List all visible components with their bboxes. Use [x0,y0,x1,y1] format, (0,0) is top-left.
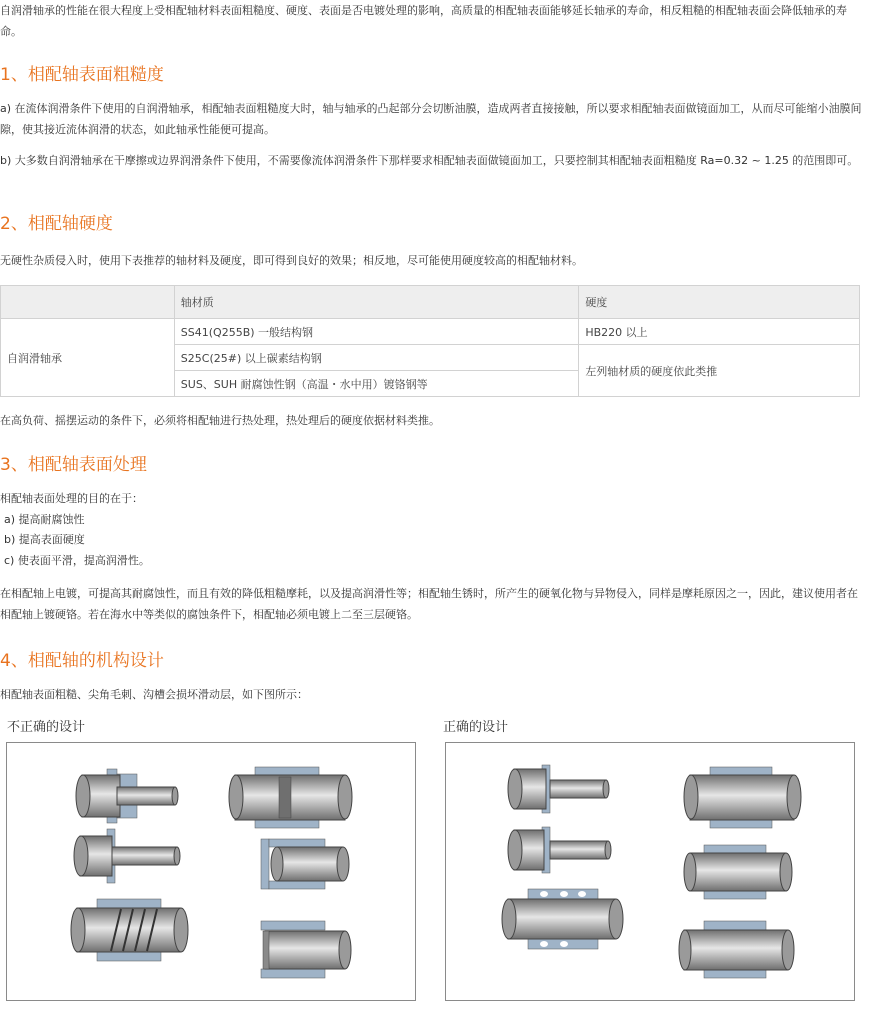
shaft-sharp-edge-diagram [261,921,351,978]
treatment-lead: 相配轴表面处理的目的在于： [0,492,143,505]
shaft-step-burr-diagram [74,829,180,883]
shaft-chamfer-diagram [261,839,349,889]
heading-surface-treatment: 3、相配轴表面处理 [0,455,147,475]
incorrect-design-figure [6,742,416,1001]
table-row [1,319,860,345]
shaft-smooth-diagram [684,767,801,828]
shaft-sharp-corner-diagram [76,769,178,823]
paragraph-roughness-a: a) 在流体润滑条件下使用的自润滑轴承，相配轴表面粗糙度大时，轴与轴承的凸起部分会切断油膜，造成两者直接接触，所以要求相配轴表面做镜面加工，从而尽可能缩小油膜间隙，使其接近流体润滑的状态，如此轴承性能便可提高。 [0,102,862,136]
shaft-through-bearing-diagram [684,845,792,899]
table-cell-hardness: HB220 以上 [579,319,860,345]
table-cell-hardness: 左列轴材质的硬度依此类推 [579,345,860,397]
intro-paragraph: 自润滑轴承的性能在很大程度上受相配轴材料表面粗糙度、硬度、表面是否电镀处理的影响，高质量的相配轴表面能够延长轴承的寿命，相反粗糙的相配轴表面会降低轴承的寿命。 [0,4,847,38]
paragraph-roughness-b: b) 大多数自润滑轴承在干摩擦或边界润滑条件下使用，不需要像流体润滑条件下那样要求相配轴表面做镜面加工，只要控制其相配轴表面粗糙度 Ra=0.32 ~ 1.25 的范围即可。 [0,154,859,167]
list-item: a) 提高耐腐蚀性 [4,513,85,526]
table-cell-material: SS41(Q255B) 一般结构钢 [174,319,579,345]
caption-correct-design: 正确的设计 [443,720,509,735]
list-item: c) 使表面平滑，提高润滑性。 [4,554,150,567]
paragraph-design: 相配轴表面粗糙、尖角毛刺、沟槽会损坏滑动层，如下图所示： [0,688,308,701]
paragraph-heat-treatment: 在高负荷、摇摆运动的条件下，必须将相配轴进行热处理，热处理后的硬度依据材料类推。 [0,414,440,427]
shaft-groove-diagram [229,767,352,828]
shaft-oil-hole-diagram [502,889,623,949]
table-header-row [1,286,860,319]
paragraph-plating: 在相配轴上电镀，可提高其耐腐蚀性，而且有效的降低粗糙摩耗，以及提高润滑性等；相配轴生锈时，所产生的硬氧化物与异物侵入，同样是摩耗原因之一，因此，建议使用者在相配轴上镀硬铬。若在海水中等类似的腐蚀条件下，相配轴必须电镀上二至三层硬铬。 [0,587,858,621]
table-row-label: 自润滑轴承 [1,319,175,397]
heading-structure-design: 4、相配轴的机构设计 [0,651,164,671]
shaft-spiral-groove-diagram [71,899,188,961]
table-header-hardness: 硬度 [579,286,860,319]
table-cell-material: SUS、SUH 耐腐蚀性钢（高温・水中用）镀铬钢等 [174,371,579,397]
table-header-blank [1,286,175,319]
shaft-long-diagram [679,921,794,978]
list-item: b) 提高表面硬度 [4,533,85,546]
correct-design-figure [445,742,855,1001]
paragraph-hardness: 无硬性杂质侵入时，使用下表推荐的轴材料及硬度，即可得到良好的效果；相反地，尽可能使用硬度较高的相配轴材料。 [0,254,583,267]
shaft-fillet-diagram [508,765,609,813]
shaft-step-chamfer-diagram [508,827,611,873]
heading-shaft-hardness: 2、相配轴硬度 [0,214,113,234]
table-header-material: 轴材质 [174,286,579,319]
material-hardness-table [0,285,860,397]
table-cell-material: S25C(25#) 以上碳素结构钢 [174,345,579,371]
caption-incorrect-design: 不正确的设计 [7,720,86,735]
heading-surface-roughness: 1、相配轴表面粗糙度 [0,65,164,85]
